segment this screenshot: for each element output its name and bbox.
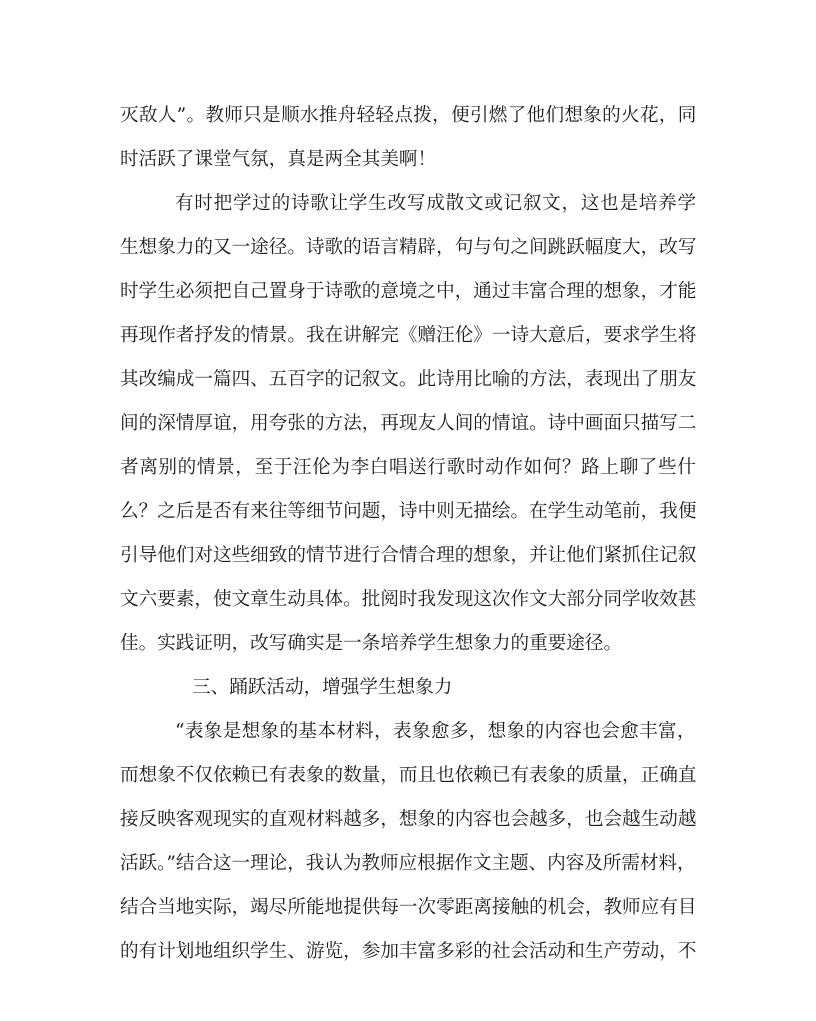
text-line: 活跃。”结合这一理论，我认为教师应根据作文主题、内容及所需材料， <box>120 853 696 874</box>
text-line: 接反映客观现实的直观材料越多，想象的内容也会越多，也会越生动越 <box>120 809 697 830</box>
text-line: 的有计划地组织学生、游览，参加丰富多彩的社会活动和生产劳动，不 <box>120 941 697 962</box>
text-line: 再现作者抒发的情景。我在讲解完《赠汪伦》一诗大意后，要求学生将 <box>120 325 697 346</box>
section-heading: 三、踊跃活动，增强学生想象力 <box>192 677 453 698</box>
text-line: 时学生必须把自己置身于诗歌的意境之中，通过丰富合理的想象，才能 <box>120 281 697 302</box>
text-line: 引导他们对这些细致的情节进行合情合理的想象，并让他们紧抓住记叙 <box>120 545 697 566</box>
text-line: 而想象不仅依赖已有表象的数量，而且也依赖已有表象的质量，正确直 <box>120 765 697 786</box>
text-line: 间的深情厚谊，用夸张的方法，再现友人间的情谊。诗中画面只描写二 <box>120 413 697 434</box>
text-line: 文六要素，使文章生动具体。批阅时我发现这次作文大部分同学收效甚 <box>120 589 697 610</box>
text-line: 灭敌人”。教师只是顺水推舟轻轻点拨，便引燃了他们想象的火花，同 <box>120 105 697 126</box>
text-line: 佳。实践证明，改写确实是一条培养学生想象力的重要途径。 <box>120 633 623 654</box>
text-line: 其改编成一篇四、五百字的记叙文。此诗用比喻的方法，表现出了朋友 <box>120 369 697 390</box>
text-line: 者离别的情景，至于汪伦为李白唱送行歌时动作如何？路上聊了些什 <box>120 457 697 478</box>
text-line: 时活跃了课堂气氛，真是两全其美啊！ <box>120 149 437 170</box>
text-line: 结合当地实际，竭尽所能地提供每一次零距离接触的机会，教师应有目 <box>120 897 697 918</box>
text-line: 有时把学过的诗歌让学生改写成散文或记叙文，这也是培养学 <box>175 193 697 214</box>
text-line: “表象是想象的基本材料，表象愈多，想象的内容也会愈丰富， <box>175 721 696 742</box>
text-line: 生想象力的又一途径。诗歌的语言精辟，句与句之间跳跃幅度大，改写 <box>120 237 697 258</box>
text-line: 么？之后是否有来往等细节问题，诗中则无描绘。在学生动笔前，我便 <box>120 501 697 522</box>
